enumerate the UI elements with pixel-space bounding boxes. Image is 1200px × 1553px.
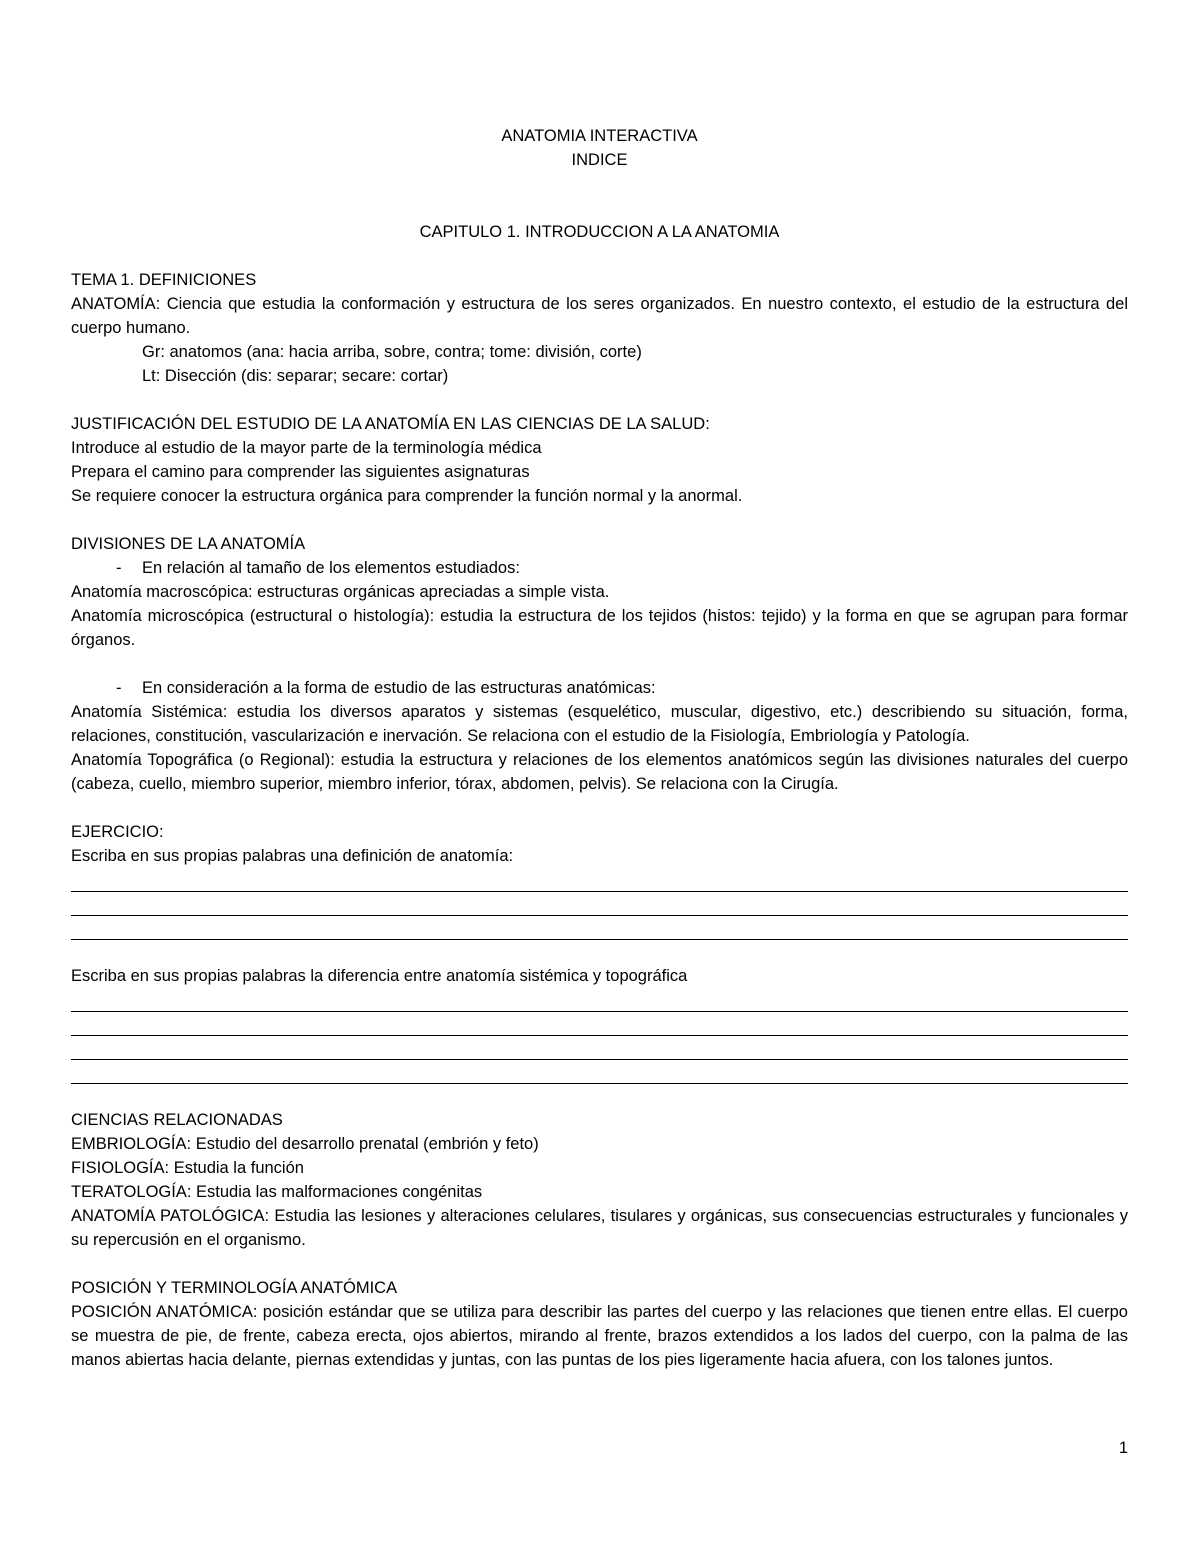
anatomia-sistemica: Anatomía Sistémica: estudia los diversos aparatos y sistemas (esquelético, muscular, digestivo, etc.) describiendo su situación, forma, relaciones, constitución, vascularización e inervación. Se relaciona con el estudio de la Fisiología, Embriología y Patología. (71, 703, 1128, 745)
ejercicio-prompt: Escriba en sus propias palabras una definición de anatomía: (71, 847, 514, 865)
ciencia-patologica: ANATOMÍA PATOLÓGICA: Estudia las lesiones y alteraciones celulares, tisulares y orgánicas, sus consecuencias estructurales y funcionales y su repercusión en el organismo. (71, 1207, 1128, 1249)
anatomia-macroscopica: Anatomía macroscópica: estructuras orgánicas apreciadas a simple vista. (71, 583, 610, 601)
justificacion-heading: JUSTIFICACIÓN DEL ESTUDIO DE LA ANATOMÍA EN LAS CIENCIAS DE LA SALUD: (71, 415, 710, 433)
bullet-text: En consideración a la forma de estudio de las estructuras anatómicas: (142, 679, 656, 697)
document-title: ANATOMIA INTERACTIVA (501, 127, 698, 145)
division-bullet (71, 676, 1128, 700)
ejercicio-heading: EJERCICIO: (71, 823, 164, 841)
ciencia-fisiologia: FISIOLOGÍA: Estudia la función (71, 1159, 304, 1177)
answer-line[interactable] (71, 868, 1128, 892)
answer-line[interactable] (71, 892, 1128, 916)
ciencias-heading: CIENCIAS RELACIONADAS (71, 1111, 283, 1129)
bullet-dash: - (116, 559, 122, 577)
posicion-anatomica: POSICIÓN ANATÓMICA: posición estándar que se utiliza para describir las partes del cuerpo y las relaciones que tienen entre ellas. El cuerpo se muestra de pie, de frente, cabeza erecta, ojos abiertos, mirando al frente, brazos extendidos a los lados del cuerpo, con la palma de las manos abiertas hacia delante, piernas extendidas y juntas, con las puntas de los pies ligeramente hacia afuera, con los talones juntos. (71, 1303, 1128, 1369)
justificacion-item: Se requiere conocer la estructura orgánica para comprender la función normal y la anormal. (71, 487, 743, 505)
document-body (71, 124, 1128, 1372)
tema-heading: TEMA 1. DEFINICIONES (71, 271, 257, 289)
division-bullet (71, 556, 1128, 580)
answer-line[interactable] (71, 1060, 1128, 1084)
justificacion-item: Prepara el camino para comprender las siguientes asignaturas (71, 463, 530, 481)
ciencia-teratologia: TERATOLOGÍA: Estudia las malformaciones congénitas (71, 1183, 483, 1201)
answer-line[interactable] (71, 1036, 1128, 1060)
anatomia-definition: ANATOMÍA: Ciencia que estudia la conformación y estructura de los seres organizados. En nuestro contexto, el estudio de la estructura del cuerpo humano. (71, 295, 1128, 337)
latin-etymology: Lt: Disección (dis: separar; secare: cortar) (142, 367, 449, 385)
ciencia-embriologia: EMBRIOLOGÍA: Estudio del desarrollo prenatal (embrión y feto) (71, 1135, 539, 1153)
anatomia-microscopica: Anatomía microscópica (estructural o histología): estudia la estructura de los tejidos (histos: tejido) y la forma en que se agrupan para formar órganos. (71, 607, 1128, 649)
answer-line[interactable] (71, 1012, 1128, 1036)
answer-line[interactable] (71, 988, 1128, 1012)
divisiones-heading: DIVISIONES DE LA ANATOMÍA (71, 535, 306, 553)
bullet-text: En relación al tamaño de los elementos estudiados: (142, 559, 520, 577)
chapter-title: CAPITULO 1. INTRODUCCION A LA ANATOMIA (419, 223, 780, 241)
ejercicio-prompt: Escriba en sus propias palabras la diferencia entre anatomía sistémica y topográfica (71, 967, 688, 985)
bullet-dash: - (116, 679, 122, 697)
answer-line[interactable] (71, 916, 1128, 940)
page-number: 1 (1118, 1439, 1128, 1457)
justificacion-item: Introduce al estudio de la mayor parte de la terminología médica (71, 439, 542, 457)
posicion-heading: POSICIÓN Y TERMINOLOGÍA ANATÓMICA (71, 1279, 398, 1297)
greek-etymology: Gr: anatomos (ana: hacia arriba, sobre, contra; tome: división, corte) (142, 343, 642, 361)
anatomia-topografica: Anatomía Topográfica (o Regional): estudia la estructura y relaciones de los elementos anatómicos según las divisiones naturales del cuerpo (cabeza, cuello, miembro superior, miembro inferior, tórax, abdomen, pelvis). Se relaciona con la Cirugía. (71, 751, 1128, 793)
document-subtitle: INDICE (571, 151, 628, 169)
